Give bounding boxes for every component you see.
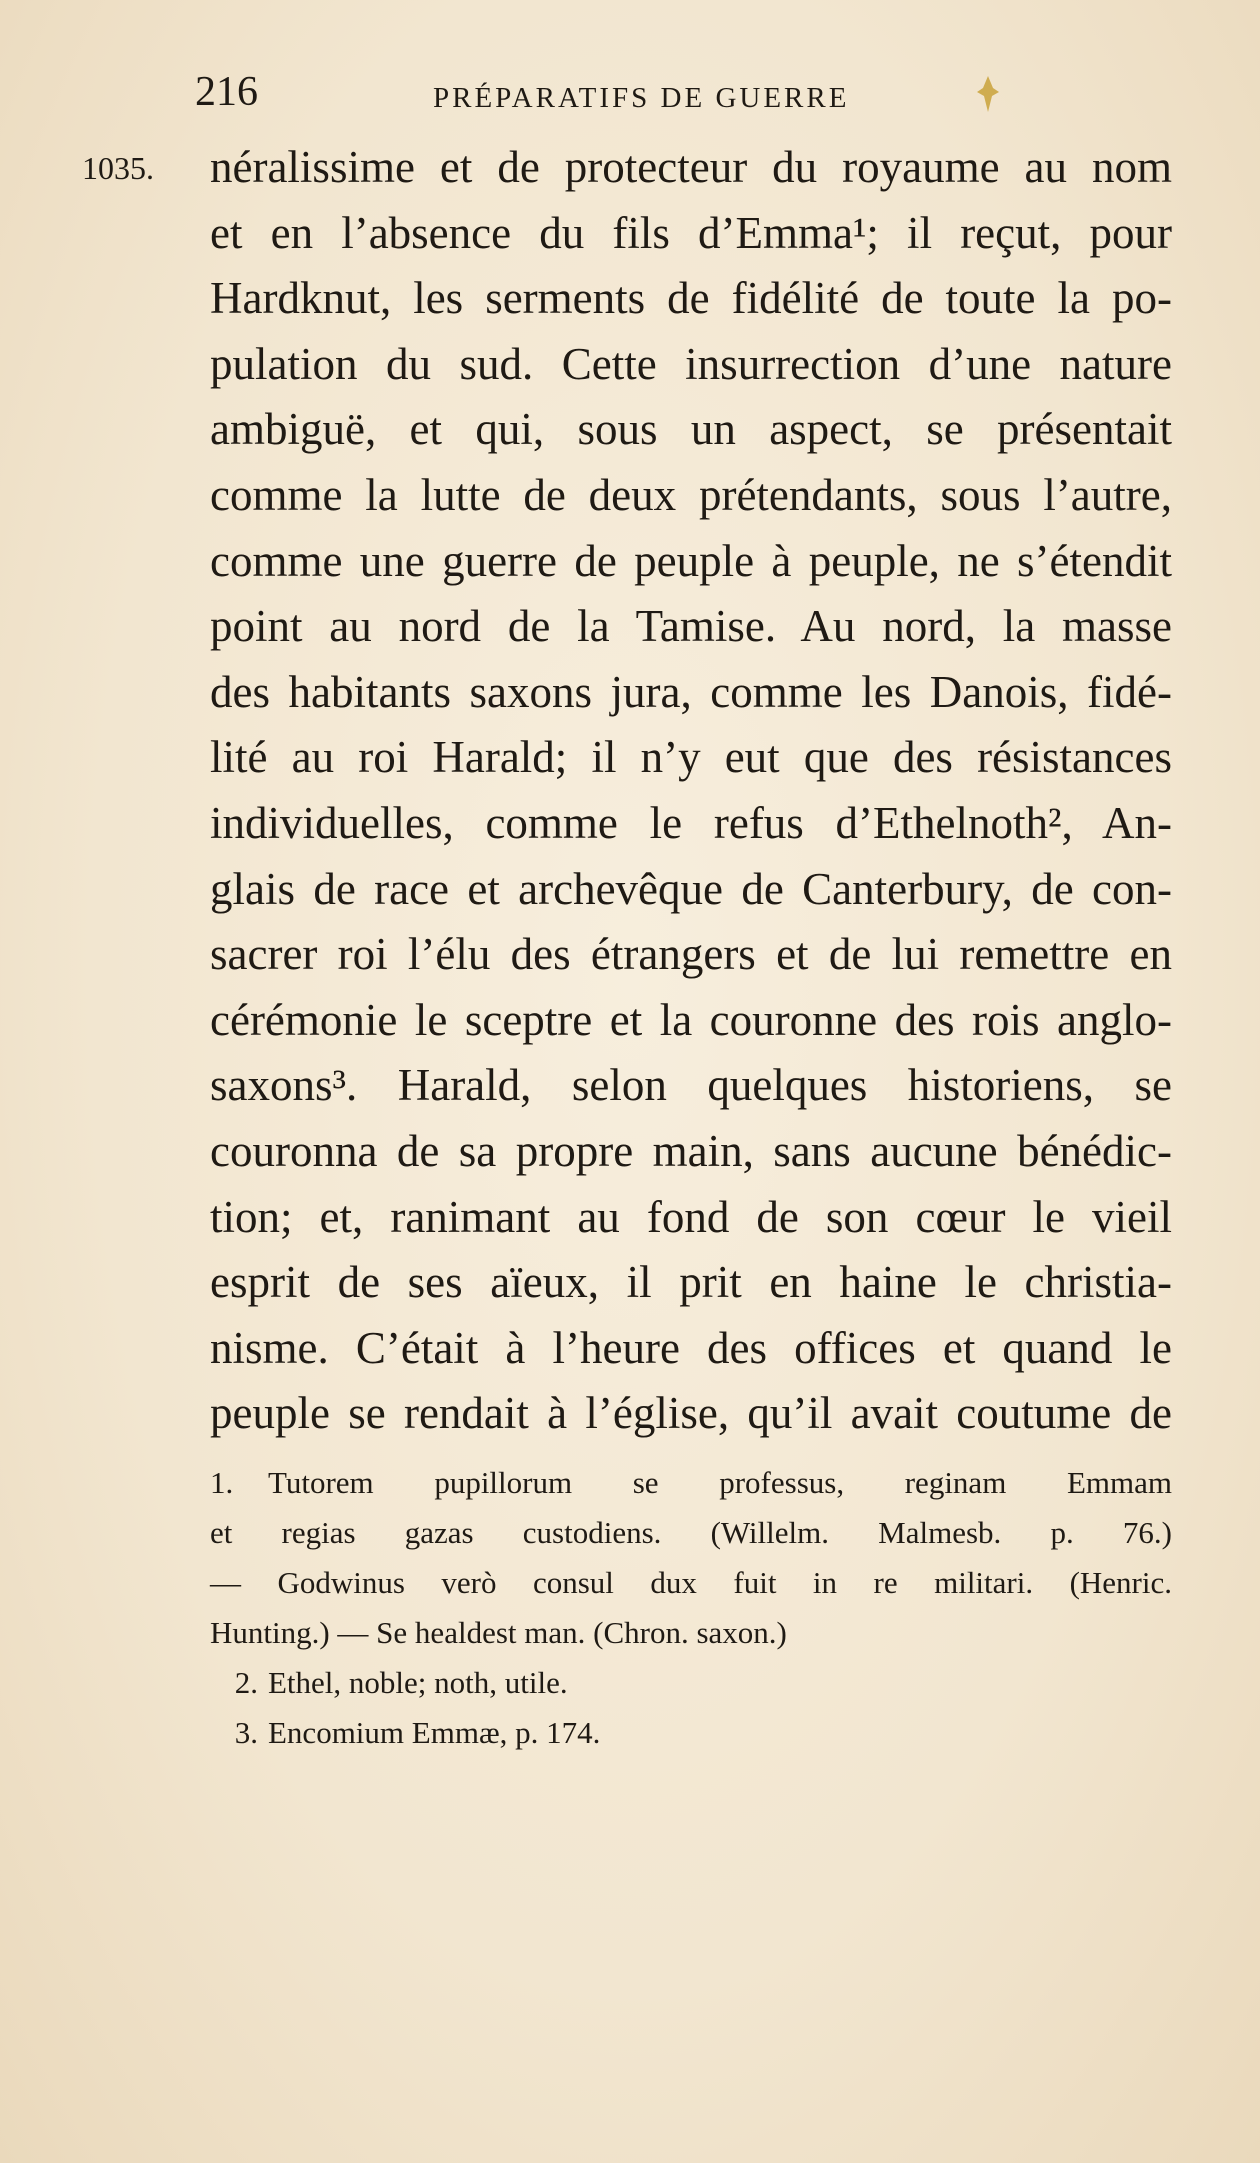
page-header <box>195 68 1015 124</box>
text-line: glais de race et archevêque de Canterbury, de con- <box>210 863 1172 914</box>
text-line: néralissime et de protecteur du royaume au nom <box>210 142 1172 192</box>
text-line: lité au roi Harald; il n’y eut que des résistances <box>210 732 1172 783</box>
text-line: comme la lutte de deux prétendants, sous l’autre, <box>210 469 1172 520</box>
text-line: nisme. C’était à l’heure des offices et quand le <box>210 1322 1172 1373</box>
footnote-1-continued: Hunting.) — Se healdest man. (Chron. saxon.) <box>210 1615 787 1650</box>
page-number: 216 <box>195 69 258 115</box>
footnote-text: Ethel, noble; noth, utile. <box>268 1665 568 1700</box>
text-line: des habitants saxons jura, comme les Danois, fidé- <box>210 666 1172 717</box>
main-text <box>210 135 1172 1447</box>
footnote-text: Tutorem pupillorum se professus, reginam Emmam <box>268 1465 1172 1500</box>
footnote-1-continued: — Godwinus verò consul dux fuit in re militari. (Henric. <box>210 1565 1172 1600</box>
text-line: ambiguë, et qui, sous un aspect, se présentait <box>210 404 1172 455</box>
text-line: point au nord de la Tamise. Au nord, la masse <box>210 601 1172 652</box>
footnote-1-continued: et regias gazas custodiens. (Willelm. Malmesb. p. 76.) <box>210 1515 1172 1550</box>
text-line: couronna de sa propre main, sans aucune bénédic- <box>210 1125 1172 1176</box>
text-line: sacrer roi l’élu des étrangers et de lui remettre en <box>210 929 1172 980</box>
margin-year: 1035. <box>82 150 154 186</box>
footnote-number: 3. <box>234 1715 258 1750</box>
text-line: peuple se rendait à l’église, qu’il avait coutume de <box>210 1388 1172 1439</box>
ink-blot-icon <box>975 74 1001 114</box>
footnote-1 <box>210 1458 1172 1508</box>
footnotes <box>210 1458 1172 1758</box>
footnote-number: 2. <box>234 1665 258 1700</box>
footnote-text: Encomium Emmæ, p. 174. <box>268 1715 601 1750</box>
running-title: PRÉPARATIFS DE GUERRE <box>433 82 850 114</box>
footnote-3 <box>210 1708 1172 1758</box>
footnote-2 <box>210 1658 1172 1708</box>
text-line: comme une guerre de peuple à peuple, ne s’étendit <box>210 535 1172 586</box>
text-line: pulation du sud. Cette insurrection d’une nature <box>210 338 1172 389</box>
text-line: individuelles, comme le refus d’Ethelnoth², An- <box>210 797 1172 848</box>
footnote-number: 1. <box>210 1465 234 1500</box>
text-line: cérémonie le sceptre et la couronne des rois anglo- <box>210 994 1172 1045</box>
text-line: et en l’absence du fils d’Emma¹; il reçut, pour <box>210 207 1172 258</box>
text-line: tion; et, ranimant au fond de son cœur le vieil <box>210 1191 1172 1242</box>
text-line: saxons³. Harald, selon quelques historiens, se <box>210 1060 1172 1111</box>
text-line: esprit de ses aïeux, il prit en haine le christia- <box>210 1257 1172 1308</box>
text-line: Hardknut, les serments de fidélité de toute la po- <box>210 273 1172 324</box>
